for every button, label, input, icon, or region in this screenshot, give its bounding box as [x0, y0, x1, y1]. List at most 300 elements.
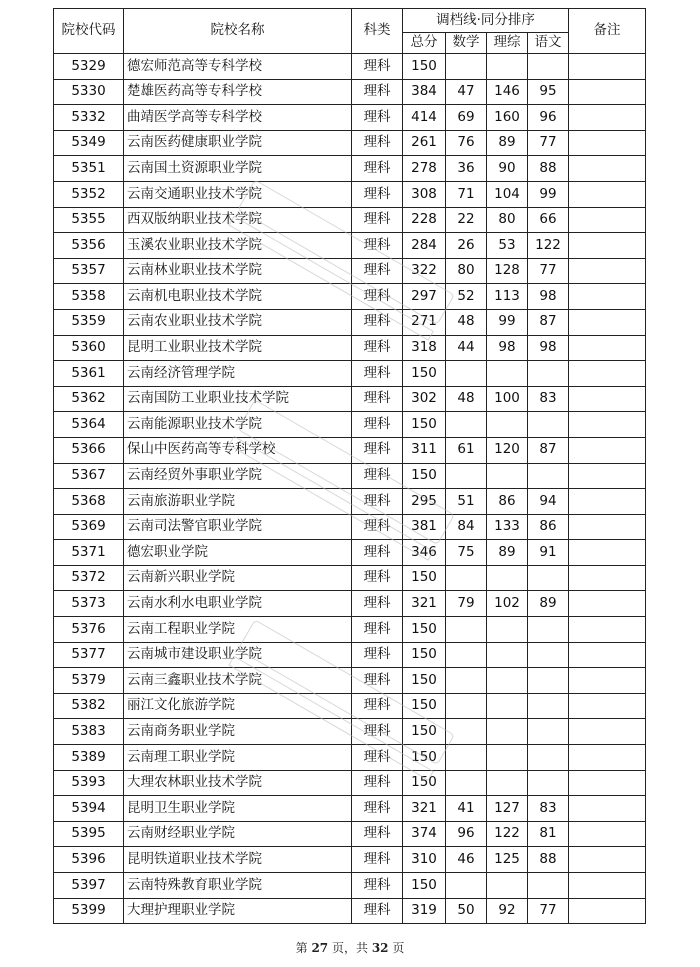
- cell-school-name: 云南交通职业技术学院: [124, 181, 352, 207]
- footer-middle: 页，共: [331, 941, 368, 955]
- cell-school-name: 云南经济管理学院: [124, 361, 352, 387]
- cell-code: 5367: [54, 463, 124, 489]
- cell-chinese: [528, 54, 569, 80]
- cell-total: 271: [403, 309, 446, 335]
- cell-math: [446, 565, 487, 591]
- cell-category: 理科: [352, 847, 403, 873]
- cell-math: [446, 412, 487, 438]
- cell-category: 理科: [352, 565, 403, 591]
- cell-math: [446, 617, 487, 643]
- cell-school-name: 曲靖医学高等专科学校: [124, 105, 352, 131]
- cell-code: 5397: [54, 873, 124, 899]
- cell-chinese: [528, 642, 569, 668]
- cell-science: [487, 693, 528, 719]
- cell-remark: [569, 514, 646, 540]
- cell-remark: [569, 361, 646, 387]
- cell-school-name: 德宏师范高等专科学校: [124, 54, 352, 80]
- cell-math: [446, 642, 487, 668]
- cell-remark: [569, 898, 646, 924]
- cell-math: [446, 693, 487, 719]
- cell-science: 53: [487, 233, 528, 259]
- cell-total: 308: [403, 181, 446, 207]
- table-row: [54, 745, 646, 771]
- cell-school-name: 保山中医药高等专科学校: [124, 437, 352, 463]
- cell-code: 5329: [54, 54, 124, 80]
- cell-science: 89: [487, 540, 528, 566]
- cell-total: 228: [403, 207, 446, 233]
- cell-remark: [569, 284, 646, 310]
- header-name: 院校名称: [124, 9, 352, 54]
- cell-science: [487, 668, 528, 694]
- table-row: [54, 540, 646, 566]
- cell-code: 5382: [54, 693, 124, 719]
- header-chinese: 语文: [528, 33, 569, 54]
- cell-school-name: 大理农林职业技术学院: [124, 770, 352, 796]
- cell-math: 36: [446, 156, 487, 182]
- cell-remark: [569, 540, 646, 566]
- cell-science: 99: [487, 309, 528, 335]
- cell-category: 理科: [352, 668, 403, 694]
- table-row: [54, 489, 646, 515]
- cell-category: 理科: [352, 258, 403, 284]
- cell-science: [487, 54, 528, 80]
- cell-science: 160: [487, 105, 528, 131]
- cell-math: 48: [446, 309, 487, 335]
- cell-science: [487, 642, 528, 668]
- cell-code: 5356: [54, 233, 124, 259]
- cell-science: 100: [487, 386, 528, 412]
- cell-code: 5351: [54, 156, 124, 182]
- cell-chinese: [528, 463, 569, 489]
- cell-school-name: 云南司法警官职业学院: [124, 514, 352, 540]
- cell-category: 理科: [352, 181, 403, 207]
- cell-science: [487, 361, 528, 387]
- cell-school-name: 云南财经职业学院: [124, 821, 352, 847]
- cell-science: 133: [487, 514, 528, 540]
- cell-remark: [569, 437, 646, 463]
- header-remark: 备注: [569, 9, 646, 54]
- cell-chinese: 98: [528, 284, 569, 310]
- cell-total: 302: [403, 386, 446, 412]
- cell-total: 150: [403, 565, 446, 591]
- cell-school-name: 云南理工职业学院: [124, 745, 352, 771]
- table-row: [54, 412, 646, 438]
- cell-category: 理科: [352, 463, 403, 489]
- cell-science: 98: [487, 335, 528, 361]
- cell-total: 150: [403, 770, 446, 796]
- cell-category: 理科: [352, 745, 403, 771]
- cell-code: 5396: [54, 847, 124, 873]
- cell-math: 46: [446, 847, 487, 873]
- cell-chinese: 77: [528, 258, 569, 284]
- table-row: [54, 130, 646, 156]
- cell-math: 52: [446, 284, 487, 310]
- cell-science: [487, 617, 528, 643]
- cell-chinese: [528, 361, 569, 387]
- header-code: 院校代码: [54, 9, 124, 54]
- cell-math: [446, 770, 487, 796]
- cell-category: 理科: [352, 489, 403, 515]
- cell-category: 理科: [352, 821, 403, 847]
- table-row: [54, 284, 646, 310]
- cell-math: [446, 361, 487, 387]
- cell-math: 69: [446, 105, 487, 131]
- cell-remark: [569, 79, 646, 105]
- cell-math: [446, 463, 487, 489]
- table-row: [54, 181, 646, 207]
- cell-total: 150: [403, 745, 446, 771]
- table-row: [54, 847, 646, 873]
- cell-school-name: 丽江文化旅游学院: [124, 693, 352, 719]
- cell-science: 127: [487, 796, 528, 822]
- table-row: [54, 617, 646, 643]
- cell-science: [487, 463, 528, 489]
- cell-total: 150: [403, 668, 446, 694]
- cell-school-name: 云南林业职业技术学院: [124, 258, 352, 284]
- cell-total: 321: [403, 796, 446, 822]
- cell-remark: [569, 233, 646, 259]
- cell-code: 5395: [54, 821, 124, 847]
- cell-science: [487, 770, 528, 796]
- table-header: [54, 9, 646, 54]
- cell-remark: [569, 565, 646, 591]
- table-row: [54, 79, 646, 105]
- table-row: [54, 233, 646, 259]
- cell-remark: [569, 156, 646, 182]
- cell-math: [446, 668, 487, 694]
- cell-code: 5372: [54, 565, 124, 591]
- cell-total: 150: [403, 873, 446, 899]
- cell-math: 75: [446, 540, 487, 566]
- cell-total: 284: [403, 233, 446, 259]
- table-row: [54, 821, 646, 847]
- footer-prefix: 第: [295, 941, 308, 955]
- cell-chinese: 87: [528, 437, 569, 463]
- cell-remark: [569, 821, 646, 847]
- cell-chinese: 88: [528, 156, 569, 182]
- header-math: 数学: [446, 33, 487, 54]
- cell-remark: [569, 693, 646, 719]
- cell-science: [487, 719, 528, 745]
- cell-total: 346: [403, 540, 446, 566]
- cell-remark: [569, 719, 646, 745]
- cell-school-name: 云南机电职业技术学院: [124, 284, 352, 310]
- cell-science: [487, 412, 528, 438]
- cell-code: 5352: [54, 181, 124, 207]
- cell-code: 5362: [54, 386, 124, 412]
- cell-chinese: 83: [528, 796, 569, 822]
- footer-suffix: 页: [392, 941, 405, 955]
- cell-code: 5349: [54, 130, 124, 156]
- cell-science: 89: [487, 130, 528, 156]
- table-row: [54, 873, 646, 899]
- cell-total: 150: [403, 693, 446, 719]
- cell-chinese: 94: [528, 489, 569, 515]
- cell-math: 51: [446, 489, 487, 515]
- cell-math: [446, 54, 487, 80]
- table-row: [54, 207, 646, 233]
- cell-school-name: 昆明卫生职业学院: [124, 796, 352, 822]
- cell-science: [487, 745, 528, 771]
- table-row: [54, 642, 646, 668]
- table-row: [54, 105, 646, 131]
- cell-category: 理科: [352, 412, 403, 438]
- cell-science: 86: [487, 489, 528, 515]
- cell-code: 5399: [54, 898, 124, 924]
- cell-total: 319: [403, 898, 446, 924]
- cell-chinese: 86: [528, 514, 569, 540]
- cell-category: 理科: [352, 130, 403, 156]
- cell-code: 5360: [54, 335, 124, 361]
- cell-total: 321: [403, 591, 446, 617]
- cell-code: 5389: [54, 745, 124, 771]
- cell-chinese: 99: [528, 181, 569, 207]
- cell-code: 5383: [54, 719, 124, 745]
- cell-school-name: 云南经贸外事职业学院: [124, 463, 352, 489]
- cell-chinese: 88: [528, 847, 569, 873]
- cell-total: 311: [403, 437, 446, 463]
- header-total: 总分: [403, 33, 446, 54]
- footer-page-number: 27: [311, 941, 329, 955]
- cell-total: 374: [403, 821, 446, 847]
- cell-category: 理科: [352, 437, 403, 463]
- cell-category: 理科: [352, 540, 403, 566]
- cell-school-name: 云南国土资源职业学院: [124, 156, 352, 182]
- cell-science: 122: [487, 821, 528, 847]
- cell-science: 120: [487, 437, 528, 463]
- cell-chinese: [528, 693, 569, 719]
- cell-chinese: [528, 565, 569, 591]
- cell-total: 150: [403, 412, 446, 438]
- cell-code: 5330: [54, 79, 124, 105]
- cell-chinese: 98: [528, 335, 569, 361]
- cell-science: 128: [487, 258, 528, 284]
- cell-math: [446, 719, 487, 745]
- cell-remark: [569, 770, 646, 796]
- cell-math: 26: [446, 233, 487, 259]
- cell-category: 理科: [352, 233, 403, 259]
- cell-school-name: 大理护理职业学院: [124, 898, 352, 924]
- cell-remark: [569, 54, 646, 80]
- table-row: [54, 796, 646, 822]
- cell-category: 理科: [352, 617, 403, 643]
- cell-school-name: 楚雄医药高等专科学校: [124, 79, 352, 105]
- cell-math: 84: [446, 514, 487, 540]
- cell-code: 5355: [54, 207, 124, 233]
- cell-total: 150: [403, 642, 446, 668]
- cell-chinese: 81: [528, 821, 569, 847]
- table-body: [54, 54, 646, 924]
- cell-math: 71: [446, 181, 487, 207]
- header-science: 理综: [487, 33, 528, 54]
- cell-math: 22: [446, 207, 487, 233]
- cell-category: 理科: [352, 335, 403, 361]
- table-row: [54, 668, 646, 694]
- cell-school-name: 云南城市建设职业学院: [124, 642, 352, 668]
- table-row: [54, 437, 646, 463]
- header-category: 科类: [352, 9, 403, 54]
- cell-code: 5358: [54, 284, 124, 310]
- admission-score-table: [53, 8, 646, 924]
- table-row: [54, 693, 646, 719]
- cell-math: 48: [446, 386, 487, 412]
- cell-school-name: 云南水利水电职业学院: [124, 591, 352, 617]
- cell-total: 295: [403, 489, 446, 515]
- table-row: [54, 54, 646, 80]
- cell-total: 384: [403, 79, 446, 105]
- cell-chinese: 77: [528, 898, 569, 924]
- cell-code: 5394: [54, 796, 124, 822]
- cell-category: 理科: [352, 873, 403, 899]
- cell-category: 理科: [352, 361, 403, 387]
- cell-science: 113: [487, 284, 528, 310]
- table-row: [54, 565, 646, 591]
- cell-remark: [569, 386, 646, 412]
- cell-category: 理科: [352, 207, 403, 233]
- cell-code: 5332: [54, 105, 124, 131]
- cell-school-name: 昆明铁道职业技术学院: [124, 847, 352, 873]
- cell-code: 5359: [54, 309, 124, 335]
- cell-category: 理科: [352, 770, 403, 796]
- cell-remark: [569, 873, 646, 899]
- cell-math: 76: [446, 130, 487, 156]
- cell-school-name: 云南特殊教育职业学院: [124, 873, 352, 899]
- cell-code: 5364: [54, 412, 124, 438]
- cell-category: 理科: [352, 796, 403, 822]
- table-row: [54, 386, 646, 412]
- cell-remark: [569, 335, 646, 361]
- cell-code: 5377: [54, 642, 124, 668]
- cell-chinese: 95: [528, 79, 569, 105]
- cell-math: 50: [446, 898, 487, 924]
- cell-code: 5357: [54, 258, 124, 284]
- cell-total: 150: [403, 719, 446, 745]
- cell-category: 理科: [352, 719, 403, 745]
- table-row: [54, 156, 646, 182]
- cell-math: [446, 873, 487, 899]
- cell-total: 310: [403, 847, 446, 873]
- cell-chinese: 87: [528, 309, 569, 335]
- cell-code: 5373: [54, 591, 124, 617]
- cell-science: 146: [487, 79, 528, 105]
- cell-total: 297: [403, 284, 446, 310]
- cell-code: 5393: [54, 770, 124, 796]
- cell-total: 150: [403, 463, 446, 489]
- cell-code: 5371: [54, 540, 124, 566]
- cell-school-name: 德宏职业学院: [124, 540, 352, 566]
- cell-math: 41: [446, 796, 487, 822]
- cell-code: 5361: [54, 361, 124, 387]
- table-row: [54, 719, 646, 745]
- table-row: [54, 335, 646, 361]
- header-score-group: 调档线·同分排序: [403, 9, 569, 33]
- table-row: [54, 258, 646, 284]
- cell-chinese: 83: [528, 386, 569, 412]
- cell-school-name: 云南医药健康职业学院: [124, 130, 352, 156]
- cell-science: 80: [487, 207, 528, 233]
- cell-code: 5379: [54, 668, 124, 694]
- cell-remark: [569, 668, 646, 694]
- cell-math: 47: [446, 79, 487, 105]
- footer-total-pages: 32: [371, 941, 389, 955]
- cell-code: 5366: [54, 437, 124, 463]
- cell-total: 261: [403, 130, 446, 156]
- cell-category: 理科: [352, 642, 403, 668]
- cell-math: 61: [446, 437, 487, 463]
- cell-school-name: 昆明工业职业技术学院: [124, 335, 352, 361]
- cell-total: 150: [403, 617, 446, 643]
- cell-category: 理科: [352, 284, 403, 310]
- cell-chinese: [528, 719, 569, 745]
- cell-total: 278: [403, 156, 446, 182]
- cell-chinese: [528, 412, 569, 438]
- cell-school-name: 云南旅游职业学院: [124, 489, 352, 515]
- cell-math: 96: [446, 821, 487, 847]
- table-row: [54, 770, 646, 796]
- cell-total: 381: [403, 514, 446, 540]
- cell-remark: [569, 847, 646, 873]
- cell-remark: [569, 591, 646, 617]
- cell-chinese: 89: [528, 591, 569, 617]
- cell-total: 150: [403, 54, 446, 80]
- page-footer: [0, 939, 700, 956]
- cell-code: 5376: [54, 617, 124, 643]
- cell-chinese: [528, 668, 569, 694]
- cell-chinese: 122: [528, 233, 569, 259]
- cell-school-name: 云南新兴职业学院: [124, 565, 352, 591]
- cell-category: 理科: [352, 898, 403, 924]
- cell-remark: [569, 489, 646, 515]
- cell-math: [446, 745, 487, 771]
- table-row: [54, 309, 646, 335]
- table-row: [54, 463, 646, 489]
- cell-chinese: [528, 770, 569, 796]
- cell-category: 理科: [352, 514, 403, 540]
- cell-category: 理科: [352, 693, 403, 719]
- cell-school-name: 玉溪农业职业技术学院: [124, 233, 352, 259]
- cell-total: 322: [403, 258, 446, 284]
- cell-school-name: 云南能源职业技术学院: [124, 412, 352, 438]
- table-row: [54, 898, 646, 924]
- cell-chinese: 96: [528, 105, 569, 131]
- cell-school-name: 云南农业职业技术学院: [124, 309, 352, 335]
- cell-school-name: 西双版纳职业技术学院: [124, 207, 352, 233]
- table-row: [54, 591, 646, 617]
- cell-remark: [569, 745, 646, 771]
- cell-chinese: 91: [528, 540, 569, 566]
- cell-chinese: [528, 873, 569, 899]
- cell-chinese: 77: [528, 130, 569, 156]
- cell-school-name: 云南三鑫职业技术学院: [124, 668, 352, 694]
- cell-total: 318: [403, 335, 446, 361]
- cell-science: 90: [487, 156, 528, 182]
- cell-code: 5369: [54, 514, 124, 540]
- cell-math: 80: [446, 258, 487, 284]
- cell-school-name: 云南国防工业职业技术学院: [124, 386, 352, 412]
- cell-remark: [569, 207, 646, 233]
- cell-chinese: [528, 617, 569, 643]
- cell-science: 102: [487, 591, 528, 617]
- cell-math: 79: [446, 591, 487, 617]
- cell-remark: [569, 105, 646, 131]
- cell-category: 理科: [352, 309, 403, 335]
- cell-science: [487, 565, 528, 591]
- table-row: [54, 514, 646, 540]
- cell-category: 理科: [352, 156, 403, 182]
- cell-remark: [569, 130, 646, 156]
- cell-remark: [569, 309, 646, 335]
- cell-chinese: 66: [528, 207, 569, 233]
